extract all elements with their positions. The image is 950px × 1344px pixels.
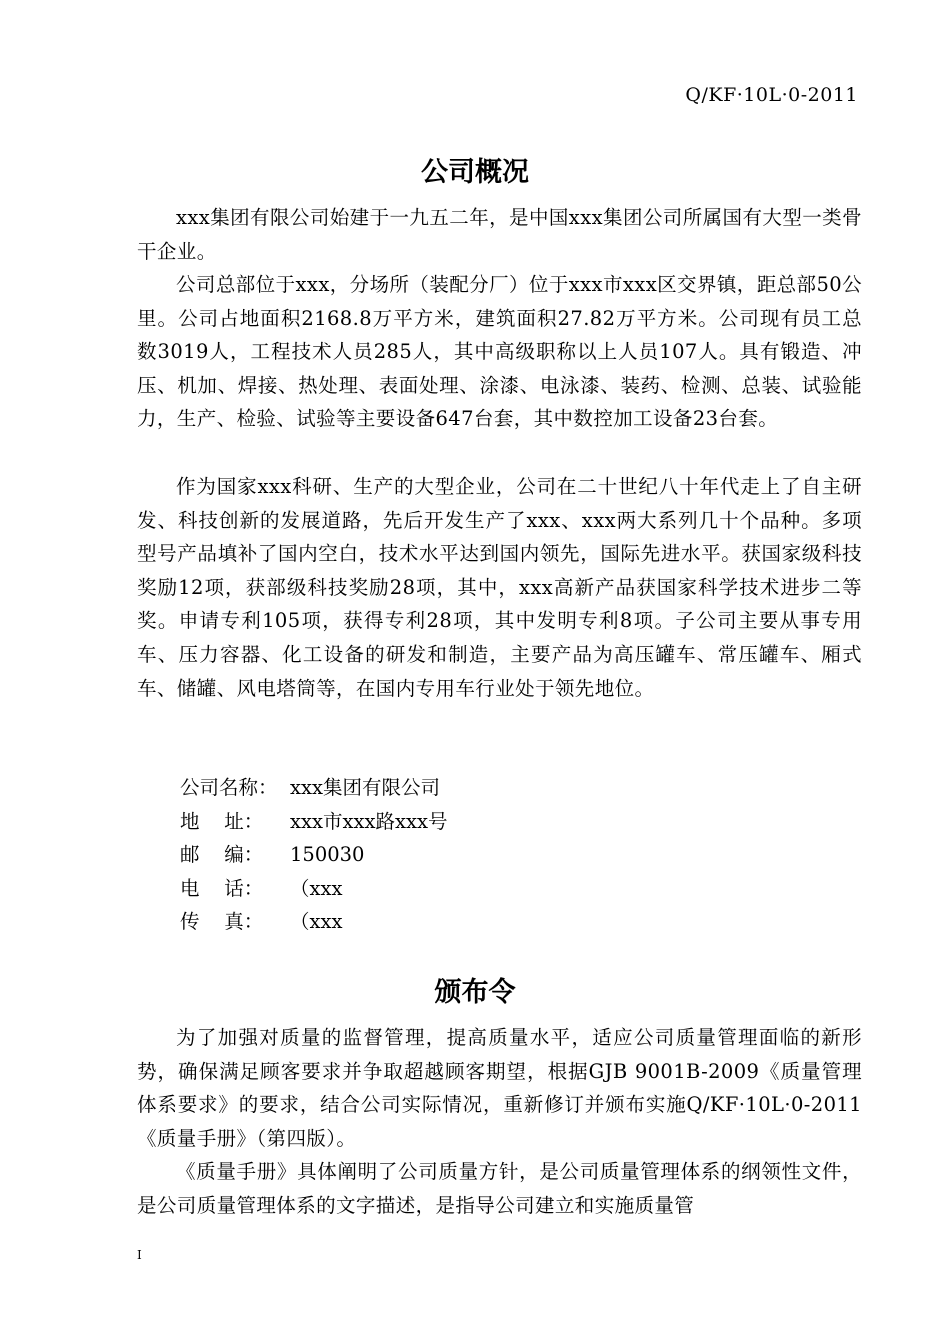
- promulgation-paragraph: 为了加强对质量的监督管理，提高质量水平，适应公司质量管理面临的新形势，确保满足顾客要求并争取超越顾客期望，根据GJB 9001B-2009《质量管理体系要求》的要求，结合公司实际情况，重新修订并颁布实施Q/KF·10L·0-2011《质量手册》（第四版）。: [137, 1026, 862, 1150]
- document-code: Q/KF·10L·0-2011: [685, 84, 858, 106]
- info-value: xxx集团有限公司: [290, 776, 440, 799]
- page-number: I: [137, 1248, 142, 1262]
- info-value: （xxx: [290, 876, 343, 900]
- company-info-row: [180, 838, 447, 872]
- info-label: 电 话：: [180, 876, 264, 900]
- company-info-list: [180, 771, 447, 939]
- overview-paragraph: 公司总部位于xxx，分场所（装配分厂）位于xxx市xxx区交界镇，距总部50公里。公司占地面积2168.8万平方米，建筑面积27.82万平方米。公司现有员工总数3019人，工程技术人员285人，其中高级职称以上人员107人。具有锻造、冲压、机加、焊接、热处理、表面处理、涂漆、电泳漆、装药、检测、总装、试验能力，生产、检验、试验等主要设备647台套，其中数控加工设备23台套。: [137, 273, 862, 431]
- info-value: xxx市xxx路xxx号: [290, 809, 448, 833]
- overview-paragraph: 作为国家xxx科研、生产的大型企业，公司在二十世纪八十年代走上了自主研发、科技创新的发展道路，先后开发生产了xxx、xxx两大系列几十个品种。多项型号产品填补了国内空白，技术水平达到国内领先，国际先进水平。获国家级科技奖励12项，获部级科技奖励28项，其中，xxx高新产品获国家科学技术进步二等奖。申请专利105项，获得专利28项，其中发明专利8项。子公司主要从事专用车、压力容器、化工设备的研发和制造，主要产品为高压罐车、常压罐车、厢式车、储罐、风电塔筒等，在国内专用车行业处于领先地位。: [137, 475, 862, 700]
- section-title-company-overview: 公司概况: [421, 157, 529, 188]
- company-info-row: [180, 905, 447, 939]
- info-label: 邮 编：: [180, 843, 264, 867]
- info-value: （xxx: [290, 910, 343, 934]
- company-info-row: [180, 872, 447, 906]
- info-value: 150030: [290, 843, 365, 867]
- overview-paragraph: xxx集团有限公司始建于一九五二年，是中国xxx集团公司所属国有大型一类骨干企业。: [137, 206, 862, 263]
- info-label: 公司名称：: [180, 776, 278, 799]
- info-label: 传 真：: [180, 910, 264, 934]
- section-title-promulgation: 颁布令: [434, 977, 516, 1008]
- company-info-row: [180, 771, 447, 805]
- promulgation-paragraph: 《质量手册》具体阐明了公司质量方针，是公司质量管理体系的纲领性文件，是公司质量管理体系的文字描述，是指导公司建立和实施质量管: [137, 1160, 862, 1217]
- company-info-row: [180, 805, 447, 839]
- info-label: 地 址：: [180, 809, 264, 833]
